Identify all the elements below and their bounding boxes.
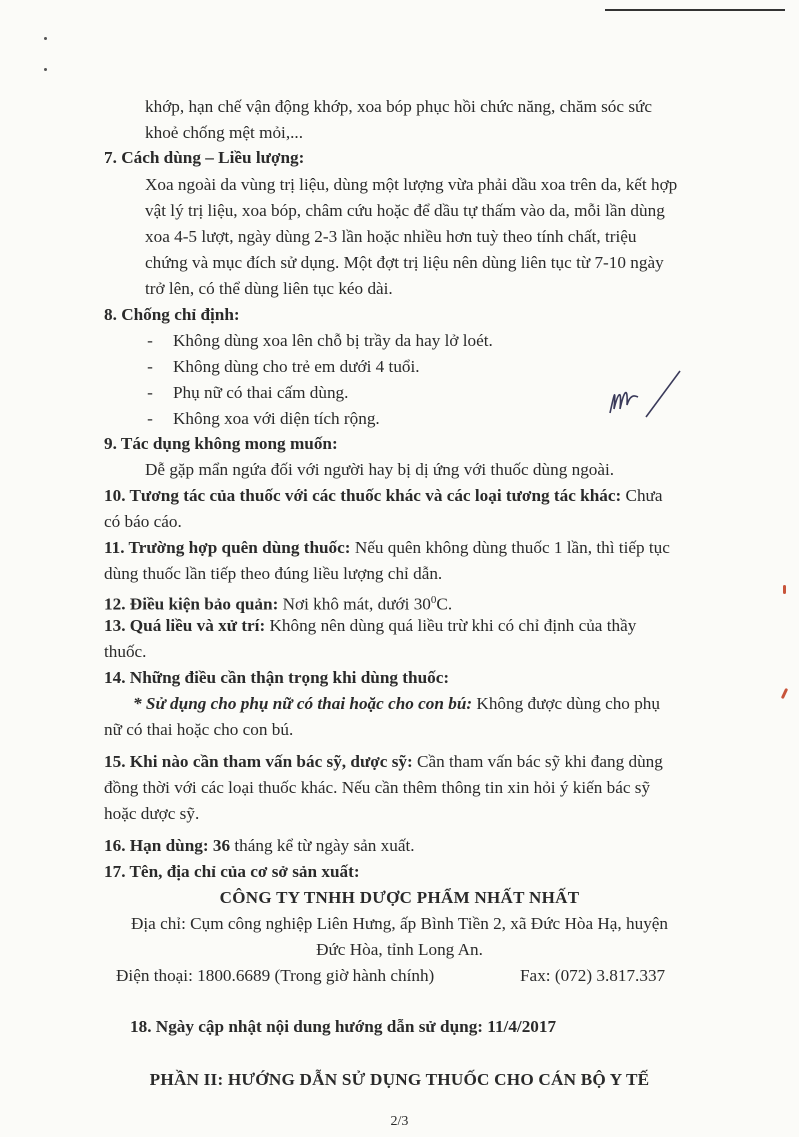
list-dash: -	[147, 331, 153, 350]
company-address-line: Địa chỉ: Cụm công nghiệp Liên Hưng, ấp Bình Tiền 2, xã Đức Hòa Hạ, huyện	[130, 914, 669, 933]
section-12-text: Nơi khô mát, dưới 30	[278, 594, 431, 614]
section-15-heading: 15. Khi nào cần tham vấn bác sỹ, dược sỹ:	[104, 752, 413, 771]
section-17-heading: 17. Tên, địa chỉ của cơ sở sản xuất:	[104, 862, 360, 881]
company-address-line: Đức Hòa, tỉnh Long An.	[316, 940, 483, 959]
margin-mark	[783, 585, 786, 594]
section-11-text: Nếu quên không dùng thuốc 1 lần, thì tiếp tục	[350, 538, 670, 557]
scan-dot	[44, 68, 47, 71]
scan-dot	[44, 37, 47, 40]
top-rule	[605, 9, 785, 11]
body-text-line: khoẻ chống mệt mỏi,...	[145, 123, 304, 142]
section-13-line	[104, 614, 636, 638]
body-text-line: thuốc.	[104, 642, 147, 661]
section-10-line	[104, 484, 663, 508]
list-item: Không dùng xoa lên chỗ bị trầy da hay lở loét.	[173, 331, 493, 350]
part-2-heading: PHẦN II: HƯỚNG DẪN SỬ DỤNG THUỐC CHO CÁN BỘ Y TẾ	[149, 1070, 650, 1089]
list-dash: -	[147, 409, 153, 428]
body-text-line: xoa 4-5 lượt, ngày dùng 2-3 lần hoặc nhiều hơn tuỳ theo tính chất, triệu	[145, 227, 637, 246]
section-14-sub-line	[133, 692, 660, 716]
degree-superscript: 0	[430, 594, 437, 606]
list-item: Không xoa với diện tích rộng.	[173, 409, 380, 428]
list-dash: -	[147, 357, 153, 376]
section-10-heading: 10. Tương tác của thuốc với các thuốc khác và các loại tương tác khác:	[104, 486, 622, 505]
section-12-unit: C.	[436, 594, 453, 614]
section-13-text: Không nên dùng quá liều trừ khi có chỉ định của thầy	[265, 616, 637, 635]
section-12-heading: 12. Điều kiện bảo quản:	[104, 594, 279, 614]
section-14-sub-text: Không được dùng cho phụ	[472, 694, 660, 713]
section-7-heading: 7. Cách dùng – Liều lượng:	[104, 148, 305, 167]
body-text-line: đồng thời với các loại thuốc khác. Nếu cần thêm thông tin xin hỏi ý kiến bác sỹ	[104, 778, 651, 797]
body-text-line: nữ có thai hoặc cho con bú.	[104, 720, 294, 739]
body-text-line: Dễ gặp mẩn ngứa đối với người hay bị dị ứng với thuốc dùng ngoài.	[145, 460, 615, 479]
body-text-line: dùng thuốc lần tiếp theo đúng liều lượng chỉ dẫn.	[104, 564, 443, 583]
section-18-heading: 18. Ngày cập nhật nội dung hướng dẫn sử dụng: 11/4/2017	[130, 1017, 557, 1036]
section-16-line	[104, 834, 415, 858]
section-15-text: Cần tham vấn bác sỹ khi đang dùng	[412, 752, 663, 771]
section-8-heading: 8. Chống chỉ định:	[104, 305, 240, 324]
signature-image	[600, 365, 690, 425]
body-text-line: hoặc dược sỹ.	[104, 804, 200, 823]
section-14-subheading: * Sử dụng cho phụ nữ có thai hoặc cho con bú:	[133, 694, 473, 713]
margin-mark	[781, 688, 788, 699]
body-text-line: khớp, hạn chế vận động khớp, xoa bóp phục hồi chức năng, chăm sóc sức	[145, 97, 652, 116]
section-9-heading: 9. Tác dụng không mong muốn:	[104, 434, 338, 453]
body-text-line: có báo cáo.	[104, 512, 182, 531]
body-text-line: chứng và mục đích sử dụng. Một đợt trị liệu nên dùng liên tục từ 7-10 ngày	[145, 253, 664, 272]
company-fax: Fax: (072) 3.817.337	[520, 966, 666, 985]
section-13-heading: 13. Quá liều và xử trí:	[104, 616, 266, 635]
company-phone: Điện thoại: 1800.6689 (Trong giờ hành chính)	[116, 966, 435, 985]
section-16-text: tháng kể từ ngày sản xuất.	[230, 836, 415, 855]
section-11-line	[104, 536, 670, 560]
section-12-line	[104, 588, 452, 617]
page-number: 2/3	[390, 1114, 409, 1129]
section-11-heading: 11. Trường hợp quên dùng thuốc:	[104, 538, 351, 557]
section-10-text: Chưa	[621, 486, 663, 505]
body-text-line: Xoa ngoài da vùng trị liệu, dùng một lượng vừa phải dầu xoa trên da, kết hợp	[145, 175, 678, 194]
section-16-heading: 16. Hạn dùng: 36	[104, 836, 231, 855]
company-name: CÔNG TY TNHH DƯỢC PHẨM NHẤT NHẤT	[219, 888, 580, 907]
list-item: Không dùng cho trẻ em dưới 4 tuổi.	[173, 357, 420, 376]
body-text-line: trở lên, có thể dùng liên tục kéo dài.	[145, 279, 393, 298]
section-14-heading: 14. Những điều cần thận trọng khi dùng thuốc:	[104, 668, 450, 687]
section-15-line	[104, 750, 663, 774]
list-dash: -	[147, 383, 153, 402]
list-item: Phụ nữ có thai cấm dùng.	[173, 383, 349, 402]
body-text-line: vật lý trị liệu, xoa bóp, châm cứu hoặc để dầu tự thấm vào da, mỗi lần dùng	[145, 201, 665, 220]
